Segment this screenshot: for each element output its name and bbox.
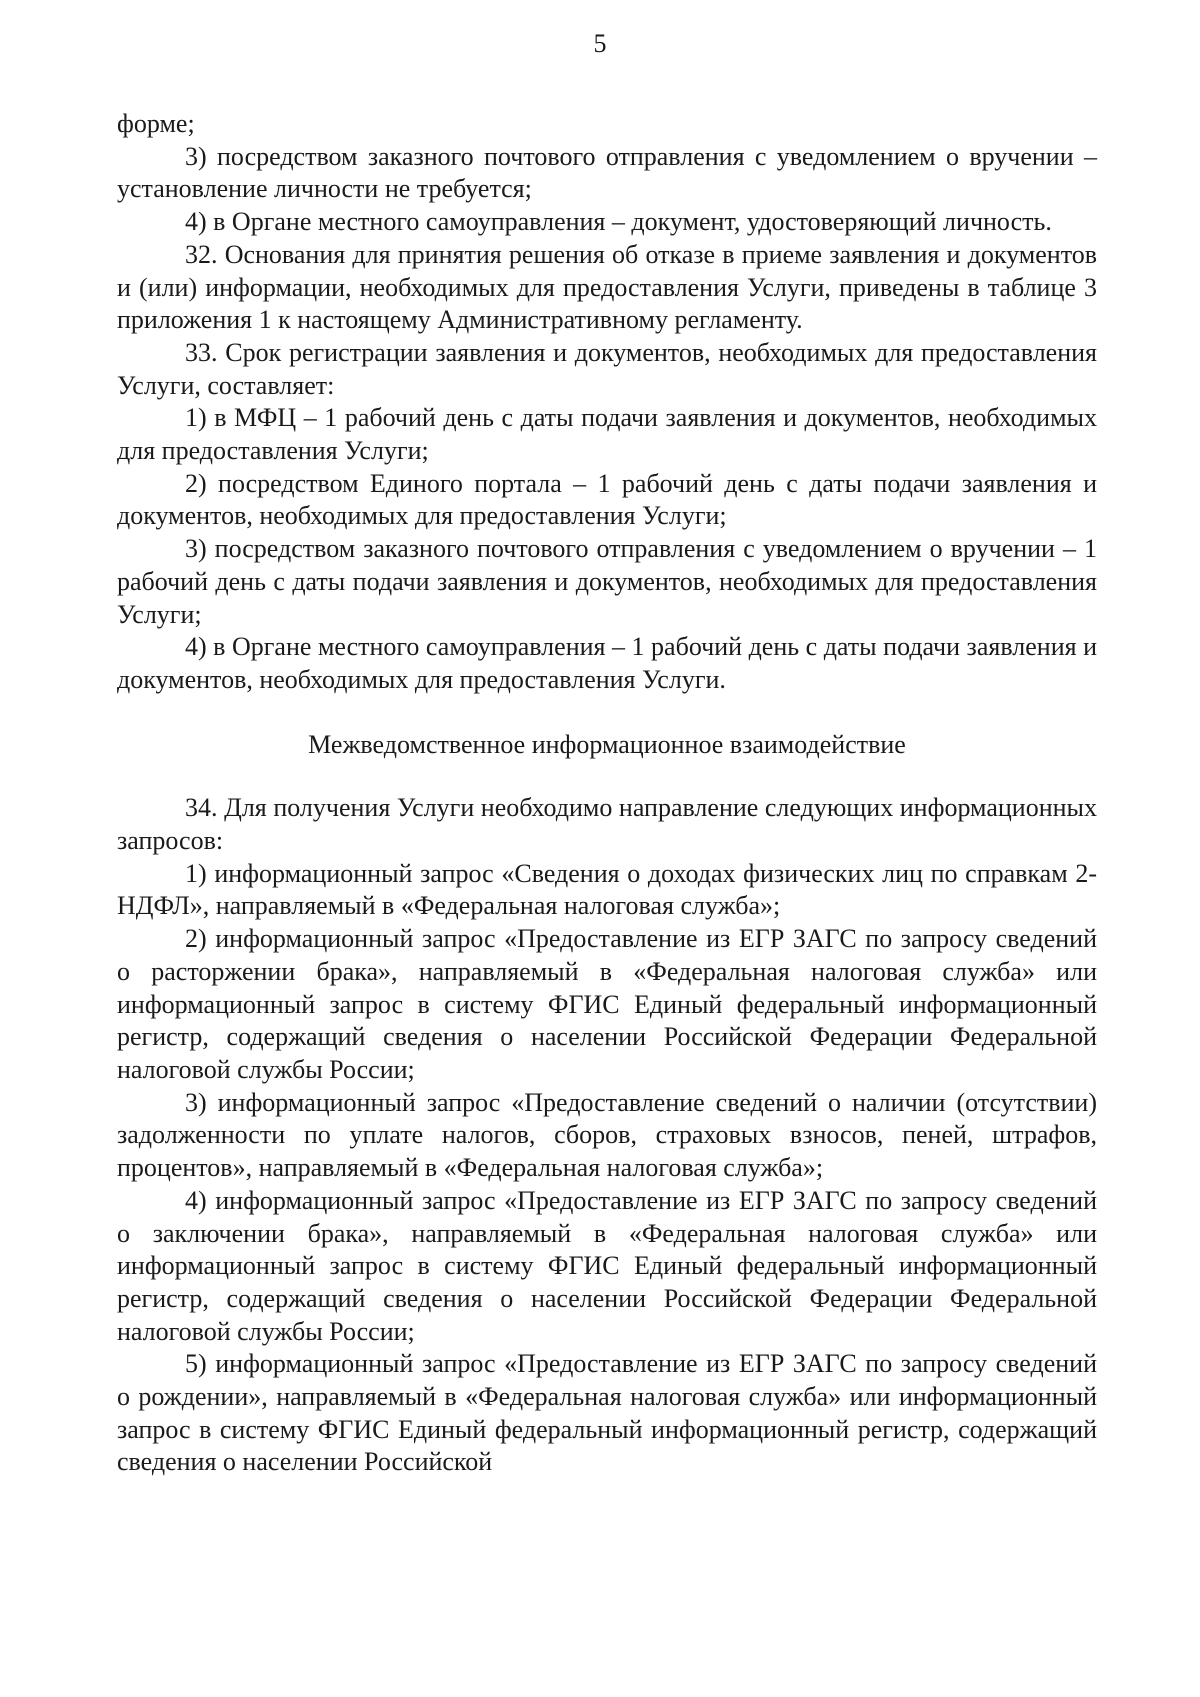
paragraph: форме; — [117, 109, 195, 138]
section-heading: Межведомственное информационное взаимодействие — [308, 729, 906, 759]
paragraph: 4) информационный запрос «Предоставление из ЕГР ЗАГС по запросу сведений о заключении брака», направляемый в «Федеральная налоговая служба» или информационный запрос в систему ФГИС Единый федеральный информационный регистр, содержащий сведения о населении Российской Федерации Федеральной налоговой службы России; — [117, 1185, 1097, 1346]
paragraph: 32. Основания для принятия решения об отказе в приеме заявления и документов и (или) информации, необходимых для предоставления Услуги, приведены в таблице 3 приложения 1 к настоящему Административному регламенту. — [117, 239, 1097, 335]
paragraph: 3) посредством заказного почтового отправления с уведомлением о вручении – установление личности не требуется; — [117, 141, 1097, 204]
paragraph: 5) информационный запрос «Предоставление из ЕГР ЗАГС по запросу сведений о рождении», направляемый в «Федеральная налоговая служба» или информационный запрос в систему ФГИС Единый федеральный информационный регистр, содержащий сведения о населении Российской — [117, 1349, 1097, 1477]
paragraph: 1) информационный запрос «Сведения о доходах физических лиц по справкам 2-НДФЛ», направляемый в «Федеральная налоговая служба»; — [117, 858, 1097, 921]
paragraph: 4) в Органе местного самоуправления – 1 рабочий день с даты подачи заявления и документов, необходимых для предоставления Услуги. — [117, 632, 1097, 694]
paragraph: 34. Для получения Услуги необходимо направление следующих информационных запросов: — [117, 793, 1097, 856]
paragraph: 4) в Органе местного самоуправления – документ, удостоверяющий личность. — [185, 207, 1052, 237]
paragraph: 2) информационный запрос «Предоставление из ЕГР ЗАГС по запросу сведений о расторжении брака», направляемый в «Федеральная налоговая служба» или информационный запрос в систему ФГИС Единый федеральный информационный регистр, содержащий сведения о населении Российской Федерации Федеральной налоговой службы России; — [117, 924, 1097, 1084]
page-number: 5 — [593, 29, 607, 58]
paragraph: 33. Срок регистрации заявления и документов, необходимых для предоставления Услуги, составляет: — [117, 337, 1097, 400]
paragraphs-after-heading — [117, 792, 1097, 1479]
paragraph: 3) информационный запрос «Предоставление сведений о наличии (отсутствии) задолженности по уплате налогов, сборов, страховых взносов, пеней, штрафов, процентов», направляемый в «Федеральная налоговая служба»; — [117, 1087, 1097, 1183]
paragraph: 1) в МФЦ – 1 рабочий день с даты подачи заявления и документов, необходимых для предоставления Услуги; — [117, 403, 1097, 466]
paragraph: 3) посредством заказного почтового отправления с уведомлением о вручении – 1 рабочий день с даты подачи заявления и документов, необходимых для предоставления Услуги; — [117, 534, 1097, 629]
paragraph: 2) посредством Единого портала – 1 рабочий день с даты подачи заявления и документов, необходимых для предоставления Услуги; — [117, 468, 1097, 531]
paragraphs-before-heading — [117, 108, 1097, 697]
document-body — [117, 108, 1097, 1479]
